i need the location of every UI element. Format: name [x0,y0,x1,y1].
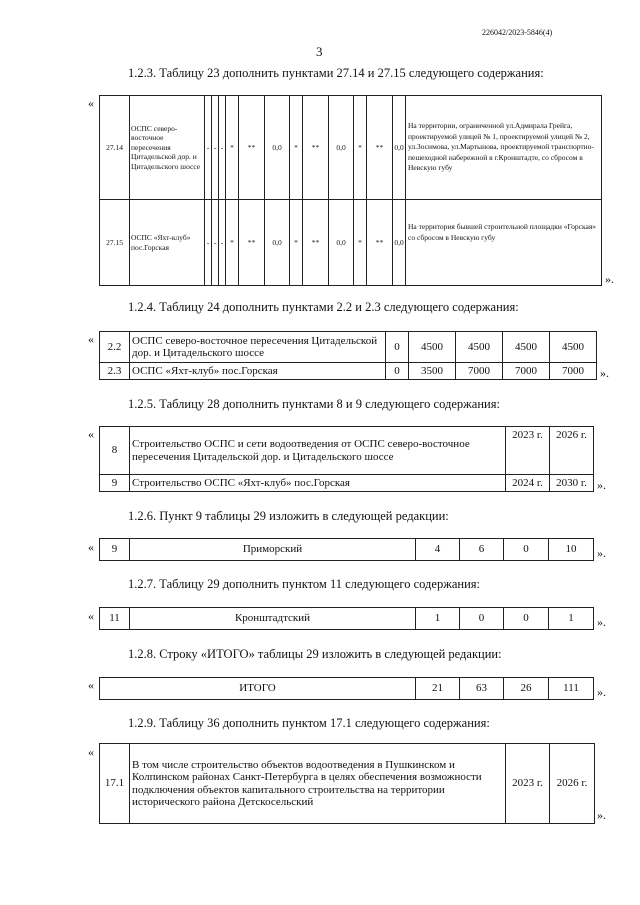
object-name: ОСПС «Яхт-клуб» пос.Горская [130,200,205,286]
close-quote: ». [597,808,606,822]
table-row [100,363,597,380]
cell: * [226,96,239,200]
value-cell: 21 [416,678,460,700]
cell: * [290,200,303,286]
cell: 0,0 [265,96,290,200]
open-quote: « [88,609,94,623]
value-cell: 7000 [550,363,597,380]
cell: 0,0 [393,200,406,286]
row-number: 8 [100,427,130,475]
district-name: Кронштадтский [130,608,416,630]
open-quote: « [88,96,94,110]
row-number: 2.3 [100,363,130,380]
value-cell: 1 [549,608,594,630]
cell: ** [303,96,329,200]
open-quote: « [88,745,94,759]
table-row [100,608,594,630]
section-1-2-3-heading: 1.2.3. Таблицу 23 дополнить пунктами 27.14 и 27.15 следующего содержания: [128,66,544,80]
cell: 0,0 [265,200,290,286]
value-cell: 4500 [503,332,550,363]
value-cell: 4 [416,539,460,561]
value-cell: 7000 [456,363,503,380]
section-1-2-7-heading: 1.2.7. Таблицу 29 дополнить пунктом 11 следующего содержания: [128,577,480,591]
cell: 0,0 [329,200,354,286]
section-1-2-4-heading: 1.2.4. Таблицу 24 дополнить пунктами 2.2 и 2.3 следующего содержания: [128,300,519,314]
cell: * [354,200,367,286]
object-name: ОСПС северо-восточное пересечения Цитадельской дор. и Цитадельского шоссе [130,332,386,363]
table-row [100,475,594,492]
object-name: Строительство ОСПС «Яхт-клуб» пос.Горская [130,475,506,492]
end-year: 2026 г. [550,427,594,475]
value-cell: 0 [386,332,409,363]
cell: ** [303,200,329,286]
row-number: 11 [100,608,130,630]
row-number: 27.14 [100,96,130,200]
value-cell: 3500 [409,363,456,380]
start-year: 2024 г. [506,475,550,492]
value-cell: 111 [549,678,594,700]
close-quote: ». [597,615,606,629]
value-cell: 4500 [456,332,503,363]
open-quote: « [88,427,94,441]
value-cell: 0 [386,363,409,380]
value-cell: 6 [460,539,504,561]
cell: - [219,96,226,200]
cell: * [290,96,303,200]
close-quote: ». [605,272,614,286]
table-28-rows [99,426,594,492]
cell: - [212,200,219,286]
table-29-row-11 [99,607,594,630]
start-year: 2023 г. [506,427,550,475]
cell: ** [367,200,393,286]
cell: 0,0 [393,96,406,200]
close-quote: ». [597,478,606,492]
district-name: Приморский [130,539,416,561]
object-name: Строительство ОСПС и сети водоотведения от ОСПС северо-восточное пересечения Цитадельской дор. и Цитадельского шоссе [130,427,506,475]
cell: * [354,96,367,200]
start-year: 2023 г. [506,744,550,824]
end-year: 2026 г. [550,744,595,824]
table-row [100,744,595,824]
cell: - [219,200,226,286]
object-name: В том числе строительство объектов водоотведения в Пушкинском и Колпинском районах Санкт-Петербурга в целях обеспечения возможности подключения объектов капитального строительства на территории исторического района Детскосельский [130,744,506,824]
table-row [100,427,594,475]
page-number: 3 [316,44,323,59]
row-number: 27.15 [100,200,130,286]
table-row [100,678,594,700]
document-id: 226042/2023-5846(4) [482,28,553,37]
row-number: 9 [100,475,130,492]
section-1-2-6-heading: 1.2.6. Пункт 9 таблицы 29 изложить в следующей редакции: [128,509,449,523]
end-year: 2030 г. [550,475,594,492]
value-cell: 0 [504,608,549,630]
cell: * [226,200,239,286]
location-description: На территории, ограниченной ул.Адмирала Грейга, проектируемой улицей № 1, проектируемой улицей № 2, ул.Зосимова, ул.Мартынова, проектируемой транспортно-пешеходной набережной в г.Кронштадте, со сбросом в Невскую губу [406,96,602,200]
value-cell: 10 [549,539,594,561]
value-cell: 4500 [550,332,597,363]
section-1-2-5-heading: 1.2.5. Таблицу 28 дополнить пунктами 8 и 9 следующего содержания: [128,397,500,411]
row-number: 17.1 [100,744,130,824]
table-row [100,332,597,363]
value-cell: 63 [460,678,504,700]
table-29-total-row [99,677,594,700]
cell: 0,0 [329,96,354,200]
cell: ** [239,200,265,286]
table-row [100,96,602,200]
total-label: ИТОГО [100,678,416,700]
section-1-2-8-heading: 1.2.8. Строку «ИТОГО» таблицы 29 изложить в следующей редакции: [128,647,502,661]
table-24-rows [99,331,597,380]
cell: - [205,200,212,286]
value-cell: 1 [416,608,460,630]
location-description: На территория бывшей строительной площадки «Горская» со сбросом в Невскую губу [406,200,602,286]
value-cell: 0 [460,608,504,630]
table-36-row-17-1 [99,743,595,824]
value-cell: 7000 [503,363,550,380]
open-quote: « [88,332,94,346]
value-cell: 26 [504,678,549,700]
table-29-row-9 [99,538,594,561]
cell: - [205,96,212,200]
close-quote: ». [597,546,606,560]
section-1-2-9-heading: 1.2.9. Таблицу 36 дополнить пунктом 17.1 следующего содержания: [128,716,490,730]
open-quote: « [88,540,94,554]
row-number: 2.2 [100,332,130,363]
table-row [100,539,594,561]
cell: - [212,96,219,200]
close-quote: ». [600,366,609,380]
object-name: ОСПС «Яхт-клуб» пос.Горская [130,363,386,380]
value-cell: 4500 [409,332,456,363]
cell: ** [239,96,265,200]
table-row [100,200,602,286]
cell: ** [367,96,393,200]
value-cell: 0 [504,539,549,561]
close-quote: ». [597,685,606,699]
row-number: 9 [100,539,130,561]
table-23-rows [99,95,602,286]
open-quote: « [88,678,94,692]
object-name: ОСПС северо-восточное пересечения Цитадельской дор. и Цитадельского шоссе [130,96,205,200]
